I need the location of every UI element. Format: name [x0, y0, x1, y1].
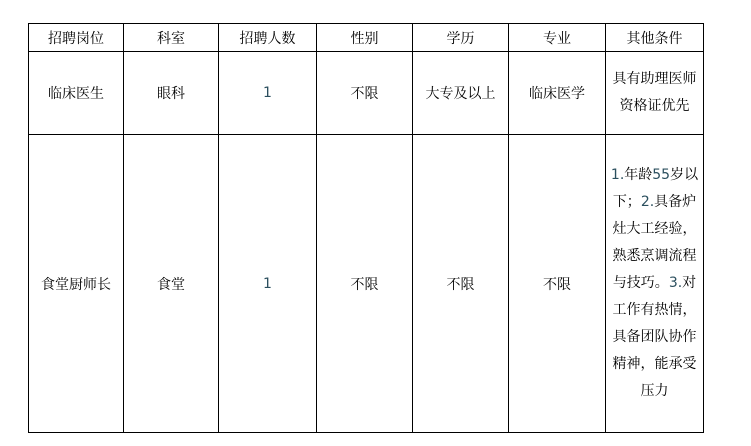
cell-gender: 不限	[317, 135, 413, 433]
cell-major: 临床医学	[509, 52, 606, 135]
header-cell-gender: 性别	[317, 24, 413, 52]
cell-gender: 不限	[317, 52, 413, 135]
cell-education: 大专及以上	[413, 52, 509, 135]
header-cell-major: 专业	[509, 24, 606, 52]
table-row	[29, 135, 704, 433]
header-cell-education: 学历	[413, 24, 509, 52]
cell-other: 1.年龄55岁以下；2.具备炉灶大工经验，熟悉烹调流程与技巧。3.对工作有热情，具备团队协作精神，能承受压力	[606, 135, 704, 433]
recruitment-table	[28, 23, 704, 433]
header-cell-position: 招聘岗位	[29, 24, 124, 52]
table-header-row	[29, 24, 704, 52]
header-cell-headcount: 招聘人数	[219, 24, 317, 52]
cell-department: 眼科	[124, 52, 219, 135]
cell-headcount: 1	[219, 135, 317, 433]
header-cell-other: 其他条件	[606, 24, 704, 52]
header-cell-department: 科室	[124, 24, 219, 52]
cell-position: 临床医生	[29, 52, 124, 135]
cell-headcount: 1	[219, 52, 317, 135]
cell-position: 食堂厨师长	[29, 135, 124, 433]
cell-major: 不限	[509, 135, 606, 433]
cell-education: 不限	[413, 135, 509, 433]
cell-department: 食堂	[124, 135, 219, 433]
table-row	[29, 52, 704, 135]
cell-other: 具有助理医师资格证优先	[606, 52, 704, 135]
